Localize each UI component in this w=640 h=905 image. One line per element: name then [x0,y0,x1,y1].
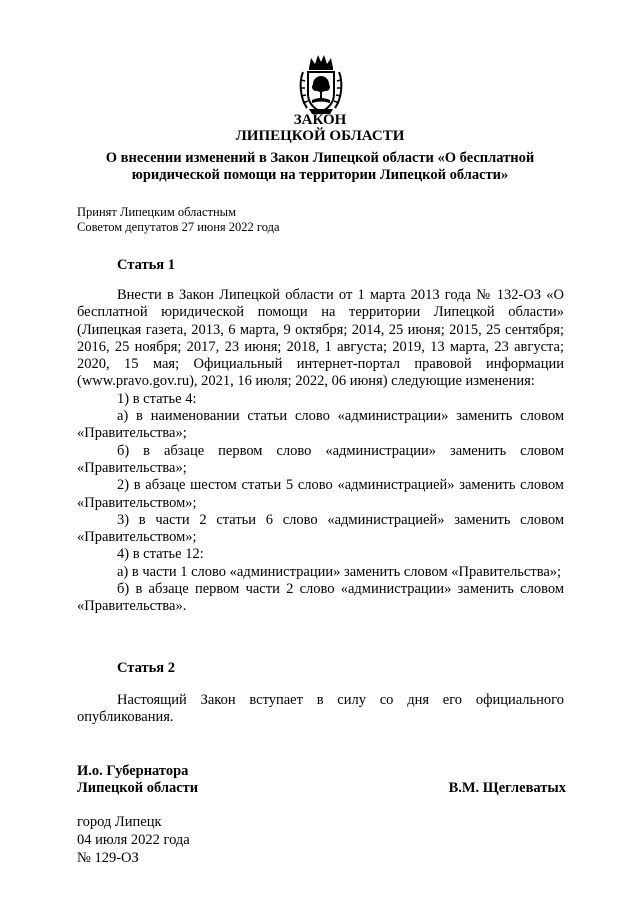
signatory-name: В.М. Щеглеватых [448,780,566,796]
law-title: ЗАКОН [293,112,347,128]
amendment-item-1a: а) в наименовании статьи слово «администрации» заменить словом «Правительства»; [77,408,564,442]
adoption-line-2: Советом депутатов 27 июня 2022 года [77,220,280,234]
article-2-body [77,692,564,727]
signature-block [77,763,566,797]
law-region: ЛИПЕЦКОЙ ОБЛАСТИ [235,128,405,144]
article-2-text: Настоящий Закон вступает в силу со дня его официального опубликования. [77,692,564,726]
footer-number: № 129-ОЗ [77,850,139,866]
article-2-heading: Статья 2 [117,660,175,676]
lipetsk-coat-of-arms-icon [299,54,343,116]
law-subject [0,150,640,184]
amendment-item-2: 2) в абзаце шестом статьи 5 слово «администрацией» заменить словом «Правительством»; [77,477,564,511]
amendment-item-4: 4) в статье 12: [117,546,204,563]
amendment-item-4a: а) в части 1 слово «администрации» заменить словом «Правительства»; [117,563,562,580]
article-1-heading: Статья 1 [117,257,175,273]
law-subject-line-2: юридической помощи на территории Липецкой области» [131,167,509,183]
signatory-title-line-1: И.о. Губернатора [77,763,189,779]
adoption-line-1: Принят Липецким областным [77,205,236,219]
signatory-title-line-2: Липецкой области [77,780,199,796]
footer-city: город Липецк [77,814,162,830]
article-1-intro: Внести в Закон Липецкой области от 1 марта 2013 года № 132-ОЗ «О бесплатной юридической помощи на территории Липецкой области» (Липецкая газета, 2013, 6 марта, 9 октября; 2014, 25 июня; 2015, 25 сентября; 2016, 25 ноября; 2017, 23 июня; 2018, 1 августа; 2019, 13 марта, 23 августа; 2020, 15 мая; Официальный интернет-портал правовой информации (www.pravo.gov.ru), 2021, 16 июля; 2022, 06 июня) следующие изменения: [77,287,564,390]
amendment-item-4b: б) в абзаце первом части 2 слово «администрации» заменить словом «Правительства». [77,581,564,615]
amendment-item-1b: б) в абзаце первом слово «администрации» заменить словом «Правительства»; [77,442,564,476]
amendment-item-1: 1) в статье 4: [117,390,197,407]
adoption-note [77,205,280,235]
footer-date: 04 июля 2022 года [77,832,190,848]
document-footer [77,813,190,867]
amendment-item-3: 3) в части 2 статьи 6 слово «администрацией» заменить словом «Правительством»; [77,511,564,546]
law-subject-line-1: О внесении изменений в Закон Липецкой области «О бесплатной [105,150,535,166]
article-1-body [77,287,564,616]
